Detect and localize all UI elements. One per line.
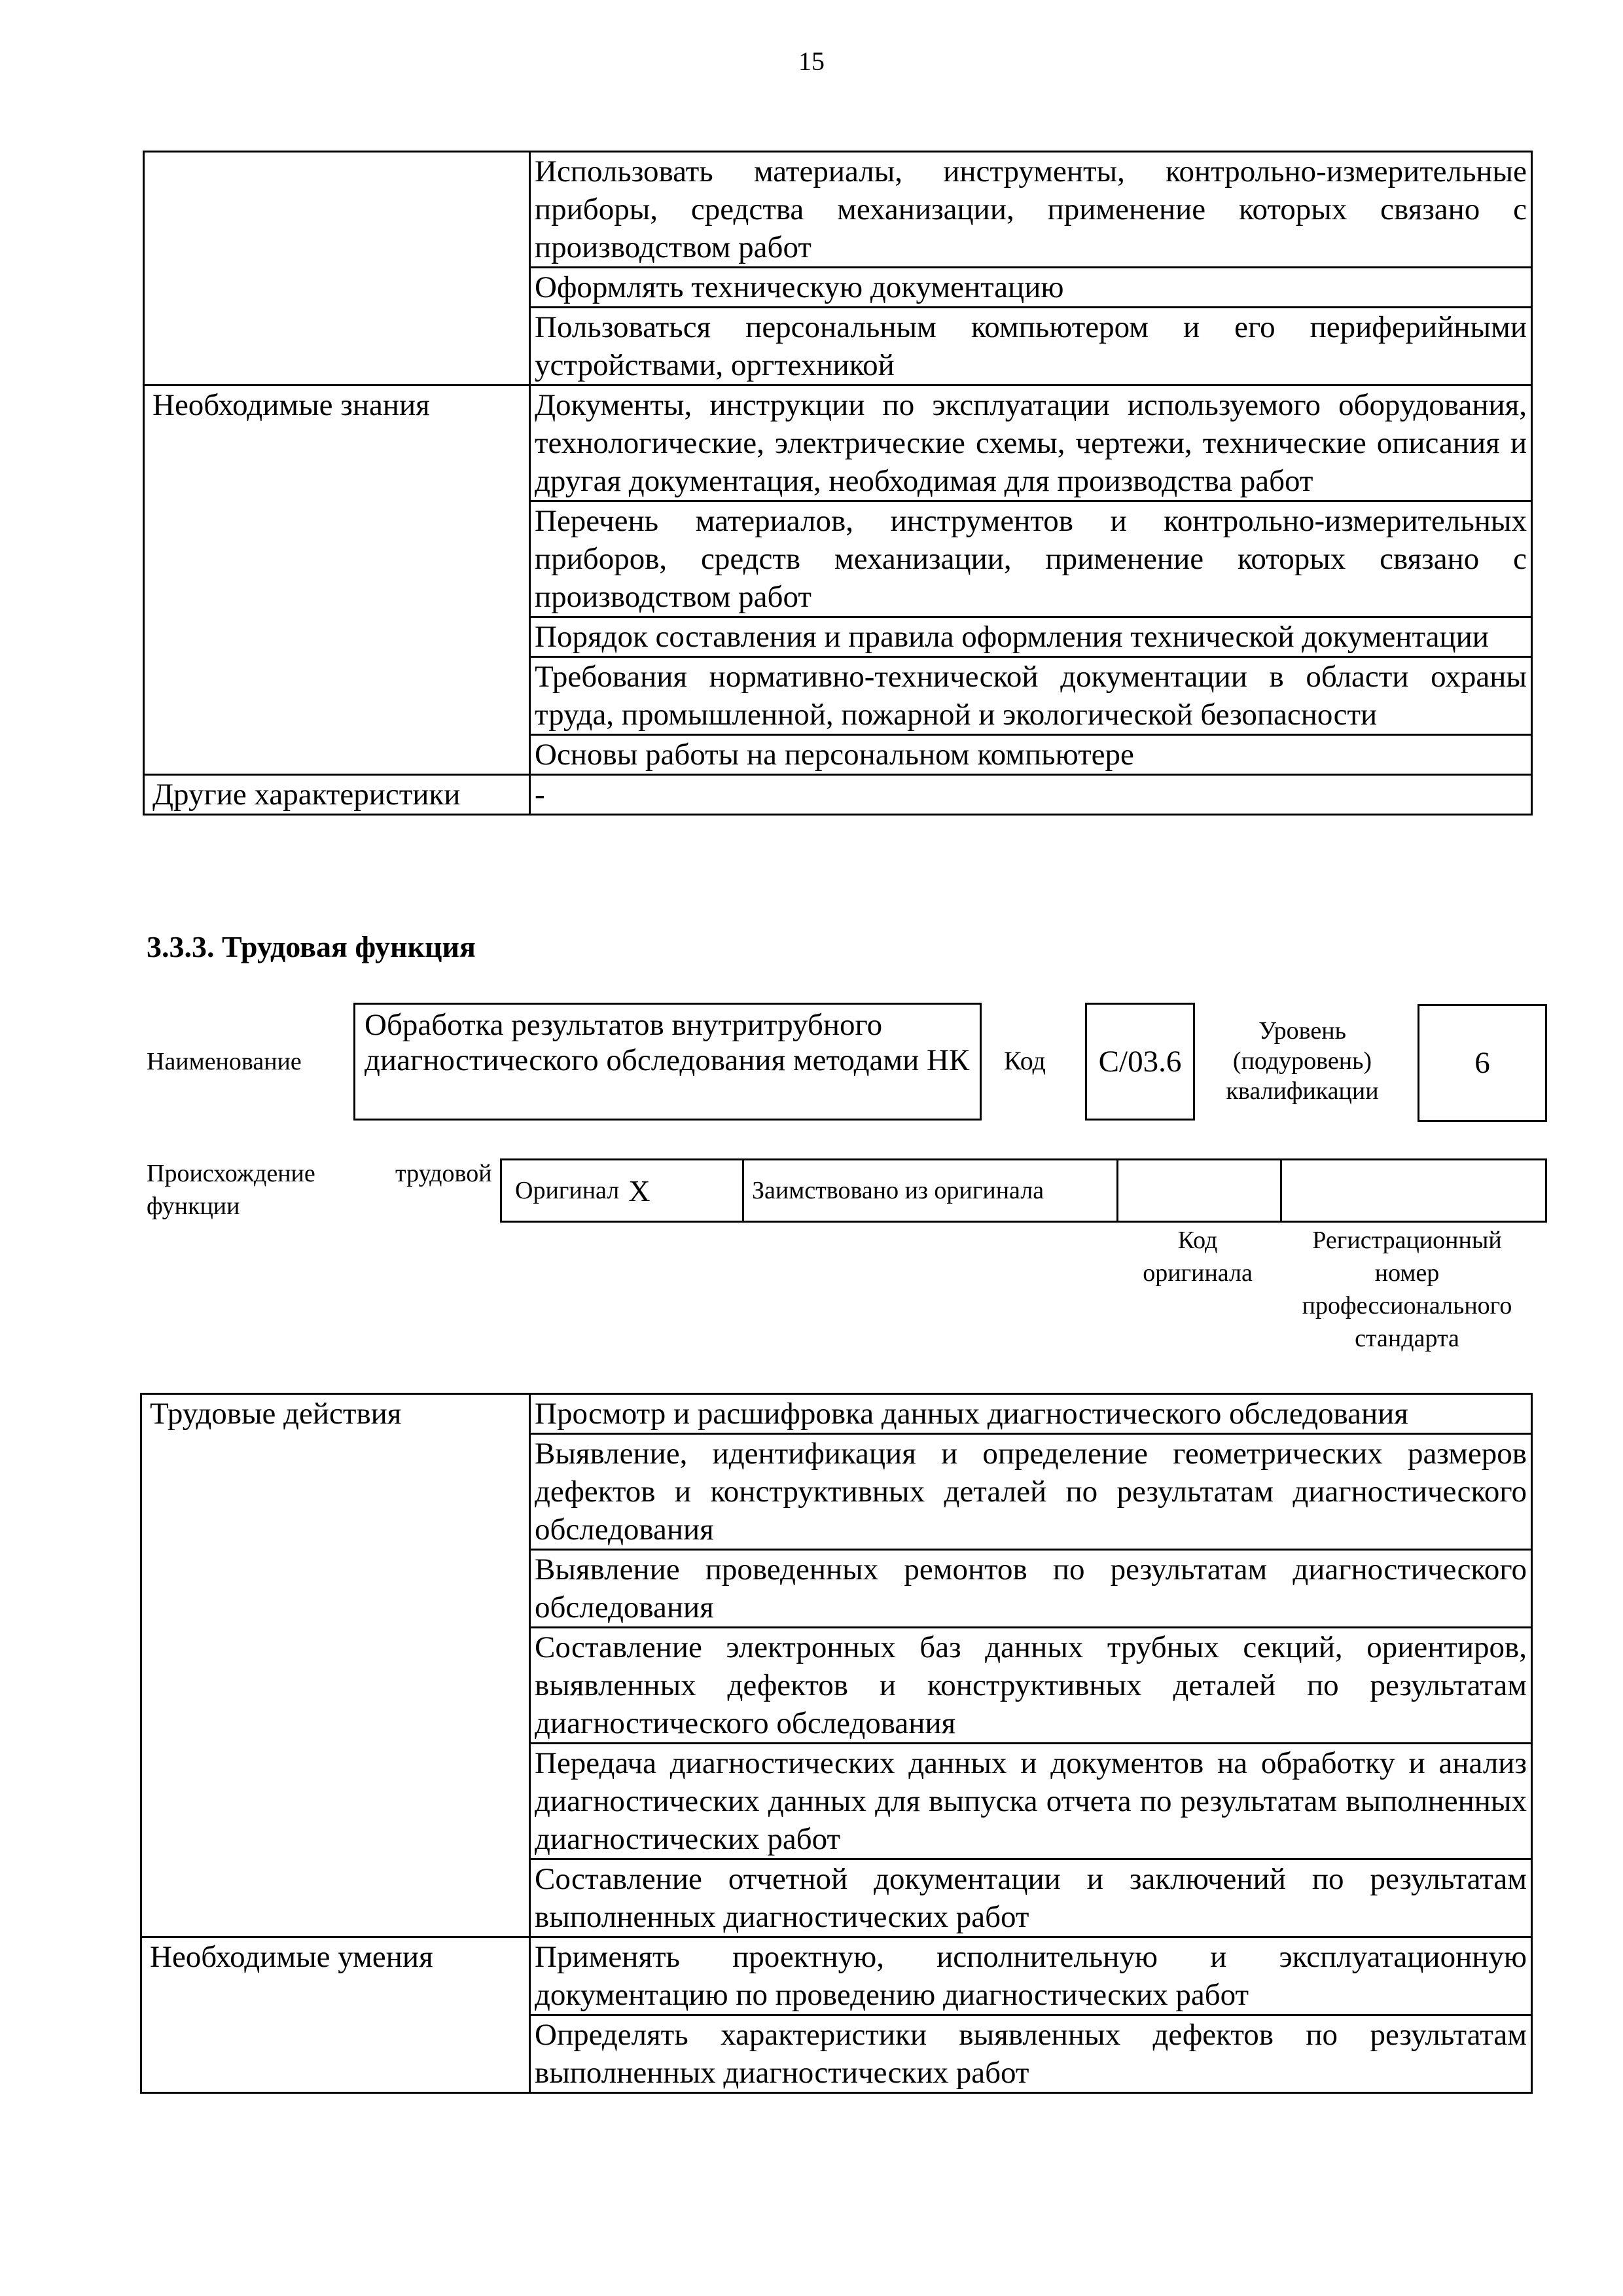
row-text: Порядок составления и правила оформления технической документации	[530, 617, 1532, 657]
row-label-other-characteristics: Другие характеристики	[144, 775, 530, 815]
caption-line: профессионального	[1302, 1292, 1512, 1319]
labor-actions-table	[140, 1393, 1533, 2094]
table-row	[144, 386, 1532, 501]
level-label	[1217, 1016, 1387, 1106]
row-text: Выявление, идентификация и определение геометрических размеров дефектов и конструктивных деталей по результатам диагностического обследования	[530, 1434, 1532, 1550]
origin-code-cell	[1118, 1160, 1282, 1221]
origin-label-word: трудовой	[395, 1160, 492, 1187]
code-box	[1085, 1003, 1195, 1121]
origin-borrowed-cell	[744, 1160, 1118, 1221]
row-label	[144, 152, 530, 386]
table-row	[141, 1394, 1532, 1434]
row-text: Оформлять техническую документацию	[530, 268, 1532, 308]
origin-table	[500, 1158, 1547, 1223]
row-text: Основы работы на персональном компьютере	[530, 735, 1532, 775]
row-text: Использовать материалы, инструменты, контрольно-измерительные приборы, средства механизации, применение которых связано с производством работ	[530, 152, 1532, 268]
level-label-line: квалификации	[1226, 1077, 1379, 1105]
row-label-required-skills: Необходимые умения	[141, 1937, 530, 2093]
row-text: Составление отчетной документации и заключений по результатам выполненных диагностических работ	[530, 1859, 1532, 1937]
origin-label-word: Происхождение	[147, 1160, 315, 1187]
row-text: Применять проектную, исполнительную и эксплуатационную документацию по проведению диагностических работ	[530, 1937, 1532, 2015]
name-label: Наименование	[147, 1048, 302, 1075]
table-row	[144, 775, 1532, 815]
level-label-line: (подуровень)	[1232, 1047, 1372, 1075]
caption-registration-number	[1283, 1224, 1531, 1355]
origin-original-label: Оригинал	[515, 1177, 620, 1204]
requirements-table-continued	[143, 151, 1533, 816]
level-box	[1418, 1004, 1547, 1122]
origin-reg-number-cell	[1282, 1160, 1545, 1221]
row-text: Документы, инструкции по эксплуатации используемого оборудования, технологические, электрические схемы, чертежи, технические описания и другая документация, необходимая для производства работ	[530, 386, 1532, 501]
origin-original-mark: X	[628, 1174, 651, 1208]
table-row	[144, 152, 1532, 268]
caption-line: стандарта	[1355, 1325, 1459, 1352]
row-text: -	[530, 775, 1532, 815]
row-text: Определять характеристики выявленных дефектов по результатам выполненных диагностических работ	[530, 2015, 1532, 2093]
table-row	[141, 1937, 1532, 2015]
origin-original-cell	[502, 1160, 744, 1221]
level-value: 6	[1474, 1046, 1490, 1080]
row-text: Требования нормативно-технической документации в области охраны труда, промышленной, пожарной и экологической безопасности	[530, 657, 1532, 735]
row-text: Перечень материалов, инструментов и контрольно-измерительных приборов, средств механизации, применение которых связано с производством работ	[530, 501, 1532, 617]
row-text: Просмотр и расшифровка данных диагностического обследования	[530, 1394, 1532, 1434]
caption-line: номер	[1374, 1259, 1440, 1287]
caption-original-code	[1119, 1224, 1276, 1289]
caption-line: оригинала	[1143, 1259, 1253, 1287]
caption-line: Регистрационный	[1312, 1227, 1502, 1254]
origin-label	[147, 1157, 493, 1223]
page-number: 15	[798, 46, 825, 76]
row-label-required-knowledge: Необходимые знания	[144, 386, 530, 775]
function-name-value: Обработка результатов внутритрубного диагностического обследования методами НК	[365, 1008, 970, 1077]
row-text: Пользоваться персональным компьютером и его периферийными устройствами, оргтехникой	[530, 308, 1532, 386]
row-text: Выявление проведенных ремонтов по результатам диагностического обследования	[530, 1550, 1532, 1628]
level-label-line: Уровень	[1258, 1017, 1346, 1045]
origin-borrowed-label: Заимствовано из оригинала	[752, 1177, 1044, 1204]
function-name-box	[353, 1003, 982, 1121]
row-text: Составление электронных баз данных трубных секций, ориентиров, выявленных дефектов и конструктивных деталей по результатам диагностического обследования	[530, 1628, 1532, 1744]
row-label-labor-actions: Трудовые действия	[141, 1394, 530, 1937]
code-label: Код	[1004, 1046, 1046, 1075]
caption-line: Код	[1177, 1227, 1218, 1254]
origin-label-word: функции	[147, 1193, 240, 1220]
code-value: C/03.6	[1098, 1045, 1182, 1079]
row-text: Передача диагностических данных и документов на обработку и анализ диагностических данных для выпуска отчета по результатам выполненных диагностических работ	[530, 1744, 1532, 1859]
section-heading: 3.3.3. Трудовая функция	[147, 930, 476, 963]
